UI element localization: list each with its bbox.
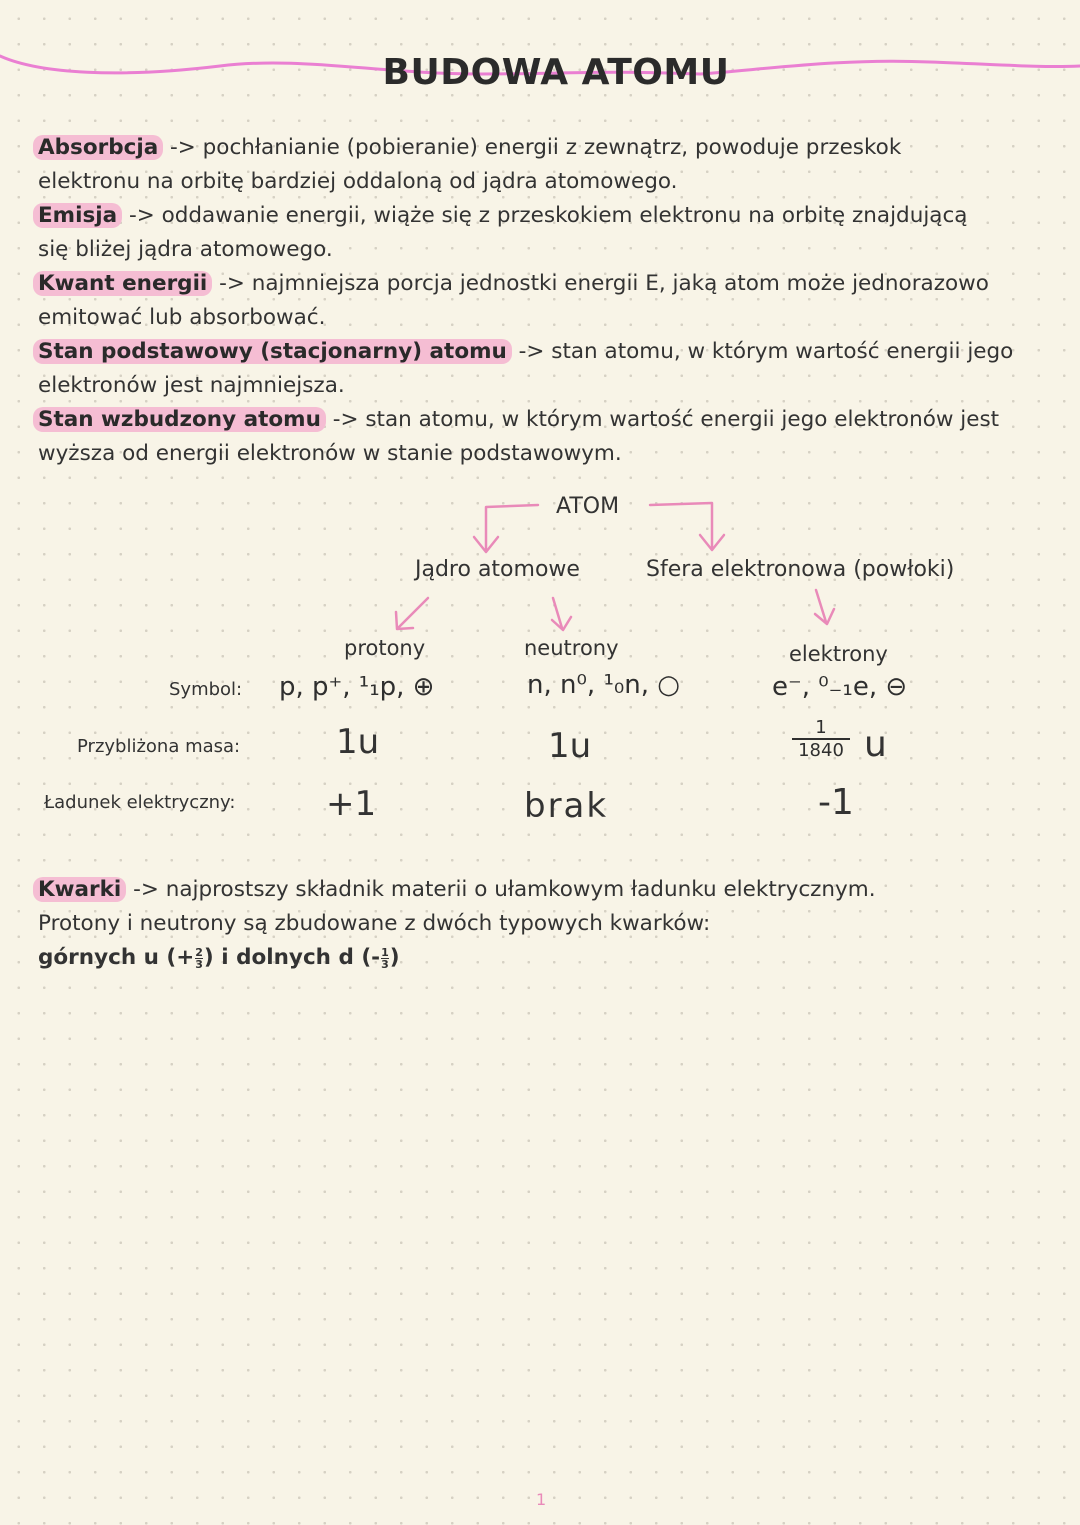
- row-label-symbol: Symbol:: [169, 679, 243, 700]
- diagram-root-atom: ATOM: [556, 494, 620, 519]
- closing-paren: ): [389, 945, 400, 970]
- definition-continuation: się bliżej jądra atomowego.: [38, 237, 333, 262]
- symbol-neutrony: n, n⁰, ¹₀n, ○: [527, 670, 680, 700]
- fraction-one-third: [381, 947, 389, 970]
- charge-protony: +1: [326, 784, 377, 824]
- particle-protony: protony: [344, 636, 426, 660]
- fraction-denominator: 3: [195, 957, 203, 971]
- diagram-nucleus: Jądro atomowe: [415, 557, 580, 582]
- arrow-to-protony: [398, 598, 428, 628]
- page-title: BUDOWA ATOMU: [382, 52, 730, 93]
- definition-continuation: wyższa od energii elektronów w stanie podstawowym.: [38, 441, 622, 466]
- term-highlight: Emisja: [33, 203, 122, 228]
- quark-up-text: górnych u (+: [38, 945, 195, 970]
- definition-text: -> oddawanie energii, wiąże się z przeskokiem elektronu na orbitę znajdującą: [122, 203, 968, 228]
- quarks-line-2: Protony i neutrony są zbudowane z dwóch typowych kwarków:: [38, 911, 711, 936]
- term-highlight: Absorbcja: [33, 135, 163, 160]
- term-highlight: Kwarki: [33, 877, 126, 902]
- fraction-numerator: 2: [195, 945, 203, 959]
- charge-elektrony: -1: [818, 782, 854, 823]
- definition-continuation: emitować lub absorbować.: [38, 305, 326, 330]
- term-highlight: Stan podstawowy (stacjonarny) atomu: [33, 339, 512, 364]
- mass-protony: 1u: [336, 722, 380, 762]
- page-number: 1: [536, 1490, 547, 1509]
- definition-text: -> najmniejsza porcja jednostki energii E, jaką atom może jednorazowo: [212, 271, 989, 296]
- definition-text: -> stan atomu, w którym wartość energii jego: [511, 339, 1014, 364]
- mass-elektrony-unit: u: [864, 724, 887, 765]
- quarks-line-3: [38, 941, 1048, 975]
- fraction-two-thirds: [195, 947, 203, 970]
- definition-kwarki: [38, 873, 1048, 907]
- fraction-denominator: 3: [381, 957, 389, 971]
- charge-neutrony: brak: [524, 786, 609, 826]
- term-highlight: Stan wzbudzony atomu: [33, 407, 326, 432]
- mass-neutrony: 1u: [548, 726, 592, 766]
- particle-neutrony: neutrony: [524, 636, 619, 660]
- symbol-elektrony: e⁻, ⁰₋₁e, ⊖: [772, 672, 908, 702]
- row-label-mass: Przybliżona masa:: [77, 736, 241, 757]
- fraction-numerator: 1: [815, 717, 827, 738]
- fraction-denominator: 1840: [792, 738, 850, 762]
- definition-continuation: elektronów jest najmniejsza.: [38, 373, 345, 398]
- definition-continuation: elektronu na orbitę bardziej oddaloną od jądra atomowego.: [38, 169, 678, 194]
- definition-text: -> stan atomu, w którym wartość energii jego elektronów jest: [325, 407, 1000, 432]
- mass-elektrony-fraction: [792, 718, 850, 762]
- definition-text: -> najprostszy składnik materii o ułamkowym ładunku elektrycznym.: [126, 877, 876, 902]
- particle-elektrony: elektrony: [789, 642, 888, 666]
- term-highlight: Kwant energii: [33, 271, 212, 296]
- definition-text: -> pochłanianie (pobieranie) energii z zewnątrz, powoduje przeskok: [163, 135, 902, 160]
- quark-down-text: ) i dolnych d (-: [203, 945, 381, 970]
- diagram-shell: Sfera elektronowa (powłoki): [646, 557, 955, 582]
- symbol-protony: p, p⁺, ¹₁p, ⊕: [279, 672, 435, 702]
- row-label-charge: Ładunek elektryczny:: [44, 792, 236, 813]
- fraction-numerator: 1: [381, 945, 389, 959]
- arrow-to-shell: [650, 503, 712, 548]
